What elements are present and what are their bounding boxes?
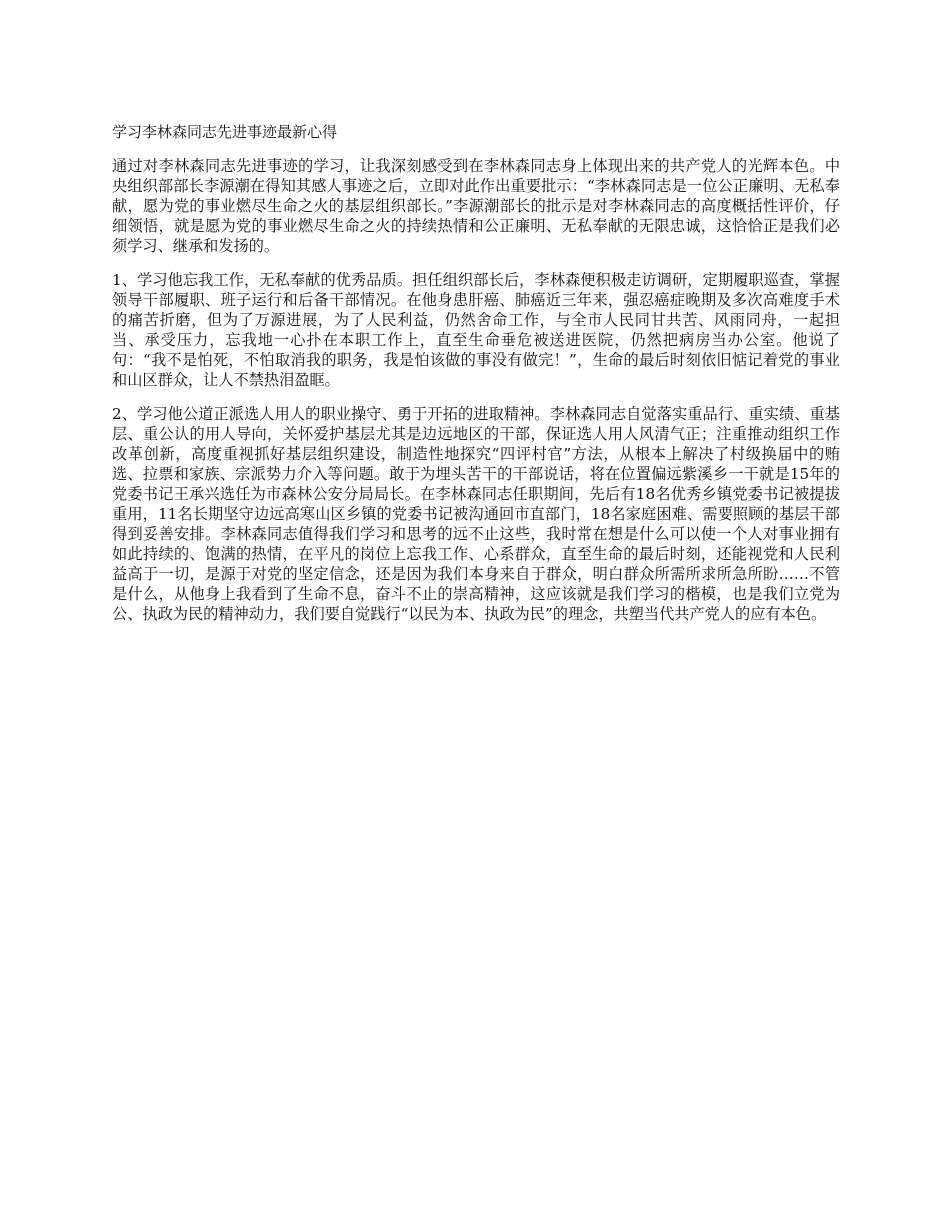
paragraph-point-2: 2、学习他公道正派选人用人的职业操守、勇于开拓的进取精神。李林森同志自觉落实重品行、重实绩、重基层、重公认的用人导向，关怀爱护基层尤其是边远地区的干部，保证选人用人风清气正；注重推动组织工作改革创新，高度重视抓好基层组织建设，制造性地探究“四评村官”方法，从根本上解决了村级换届中的贿选、拉票和家族、宗派势力介入等问题。敢于为埋头苦干的干部说话，将在位置偏远紫溪乡一干就是15年的党委书记王承兴选任为市森林公安分局局长。在李林森同志任职期间，先后有18名优秀乡镇党委书记被提拔重用，11名长期坚守边远高寒山区乡镇的党委书记被沟通回市直部门，18名家庭困难、需要照顾的基层干部得到妥善安排。李林森同志值得我们学习和思考的远不止这些，我时常在想是什么可以使一个人对事业拥有如此持续的、饱满的热情，在平凡的岗位上忘我工作、心系群众，直至生命的最后时刻，还能视党和人民利益高于一切，是源于对党的坚定信念，还是因为我们本身来自于群众，明白群众所需所求所急所盼……不管是什么，从他身上我看到了生命不息，奋斗不止的崇高精神，这应该就是我们学习的楷模，也是我们立党为公、执政为民的精神动力，我们要自觉践行“以民为本、执政为民”的理念，共塑当代共产党人的应有本色。	[112, 405, 840, 623]
document-page	[112, 122, 840, 638]
document-title: 学习李林森同志先进事迹最新心得	[112, 123, 338, 141]
paragraph-point-1: 1、学习他忘我工作，无私奉献的优秀品质。担任组织部长后，李林森便积极走访调研，定期履职巡查，掌握领导干部履职、班子运行和后备干部情况。在他身患肝癌、肺癌近三年来，强忍癌症晚期及多次高难度手术的痛苦折磨，但为了万源进展，为了人民利益，仍然舍命工作，与全市人民同甘共苦、风雨同舟，一起担当、承受压力，忘我地一心扑在本职工作上，直至生命垂危被送进医院，仍然把病房当办公室。他说了句：“我不是怕死，不怕取消我的职务，我是怕该做的事没有做完！”，生命的最后时刻依旧惦记着党的事业和山区群众，让人不禁热泪盈眶。	[112, 271, 840, 389]
paragraph-intro: 通过对李林森同志先进事迹的学习，让我深刻感受到在李林森同志身上体现出来的共产党人的光辉本色。中央组织部部长李源潮在得知其感人事迹之后，立即对此作出重要批示：“李林森同志是一位公正廉明、无私奉献，愿为党的事业燃尽生命之火的基层组织部长。”李源潮部长的批示是对李林森同志的高度概括性评价，仔细领悟，就是愿为党的事业燃尽生命之火的持续热情和公正廉明、无私奉献的无限忠诚，这恰恰正是我们必须学习、继承和发扬的。	[112, 157, 840, 255]
